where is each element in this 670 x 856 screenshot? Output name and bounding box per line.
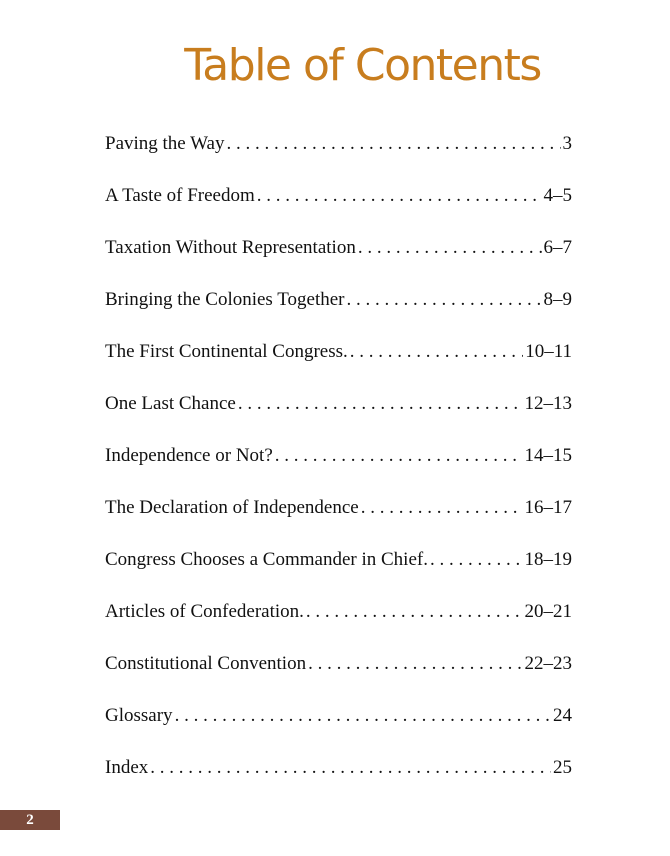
toc-entry (105, 493, 572, 545)
dot-leader (150, 753, 551, 783)
dot-leader (306, 597, 523, 627)
page-title: Table of Contents (184, 40, 541, 91)
toc-entry (105, 649, 572, 701)
dot-leader (347, 285, 542, 315)
toc-entry-page: 8–9 (543, 289, 572, 310)
dot-leader (350, 337, 523, 367)
dot-leader (361, 493, 523, 523)
toc-entry (105, 181, 572, 233)
dot-leader (257, 181, 542, 211)
dot-leader (430, 545, 523, 575)
toc-entry-title: Paving the Way (105, 133, 225, 154)
toc-entry-title: Taxation Without Representation (105, 237, 356, 258)
toc-entry (105, 441, 572, 493)
toc-entry (105, 701, 572, 753)
toc-entry-page: 24 (553, 705, 572, 726)
toc-entry (105, 337, 572, 389)
toc-entry-page: 25 (553, 757, 572, 778)
toc-entry-title: The First Continental Congress. (105, 341, 348, 362)
toc-entry (105, 389, 572, 441)
toc-entry-title: Bringing the Colonies Together (105, 289, 345, 310)
dot-leader (238, 389, 523, 419)
toc-entry-page: 4–5 (543, 185, 572, 206)
toc-entry (105, 129, 572, 181)
page-number: 2 (0, 810, 60, 830)
toc-entry-page: 14–15 (524, 445, 572, 466)
toc-entry (105, 285, 572, 337)
dot-leader (227, 129, 561, 159)
toc-entry-title: Constitutional Convention (105, 653, 307, 674)
toc-entry-title: The Declaration of Independence (105, 497, 359, 518)
dot-leader (275, 441, 523, 471)
dot-leader (308, 649, 522, 679)
toc-entry-page: 20–21 (524, 601, 572, 622)
toc-entry-page: 16–17 (524, 497, 572, 518)
toc-entry-page: 18–19 (524, 549, 572, 570)
toc-entry-page: 3 (562, 133, 572, 154)
table-of-contents (105, 129, 572, 805)
toc-entry-title: Index (105, 757, 149, 778)
toc-entry-page: 22–23 (524, 653, 572, 674)
toc-entry-page: 12–13 (524, 393, 572, 414)
toc-entry-title: Congress Chooses a Commander in Chief. (105, 549, 428, 570)
toc-entry (105, 545, 572, 597)
toc-entry-title: One Last Chance (105, 393, 236, 414)
toc-entry-page: 10–11 (525, 341, 572, 362)
toc-entry-title: Glossary (105, 705, 173, 726)
toc-entry-title: Independence or Not? (105, 445, 273, 466)
dot-leader (358, 233, 542, 263)
toc-entry-page: 6–7 (543, 237, 572, 258)
toc-entry (105, 753, 572, 805)
toc-entry (105, 597, 572, 649)
toc-entry-title: A Taste of Freedom (105, 185, 255, 206)
toc-entry (105, 233, 572, 285)
dot-leader (175, 701, 551, 731)
toc-entry-title: Articles of Confederation. (105, 601, 304, 622)
